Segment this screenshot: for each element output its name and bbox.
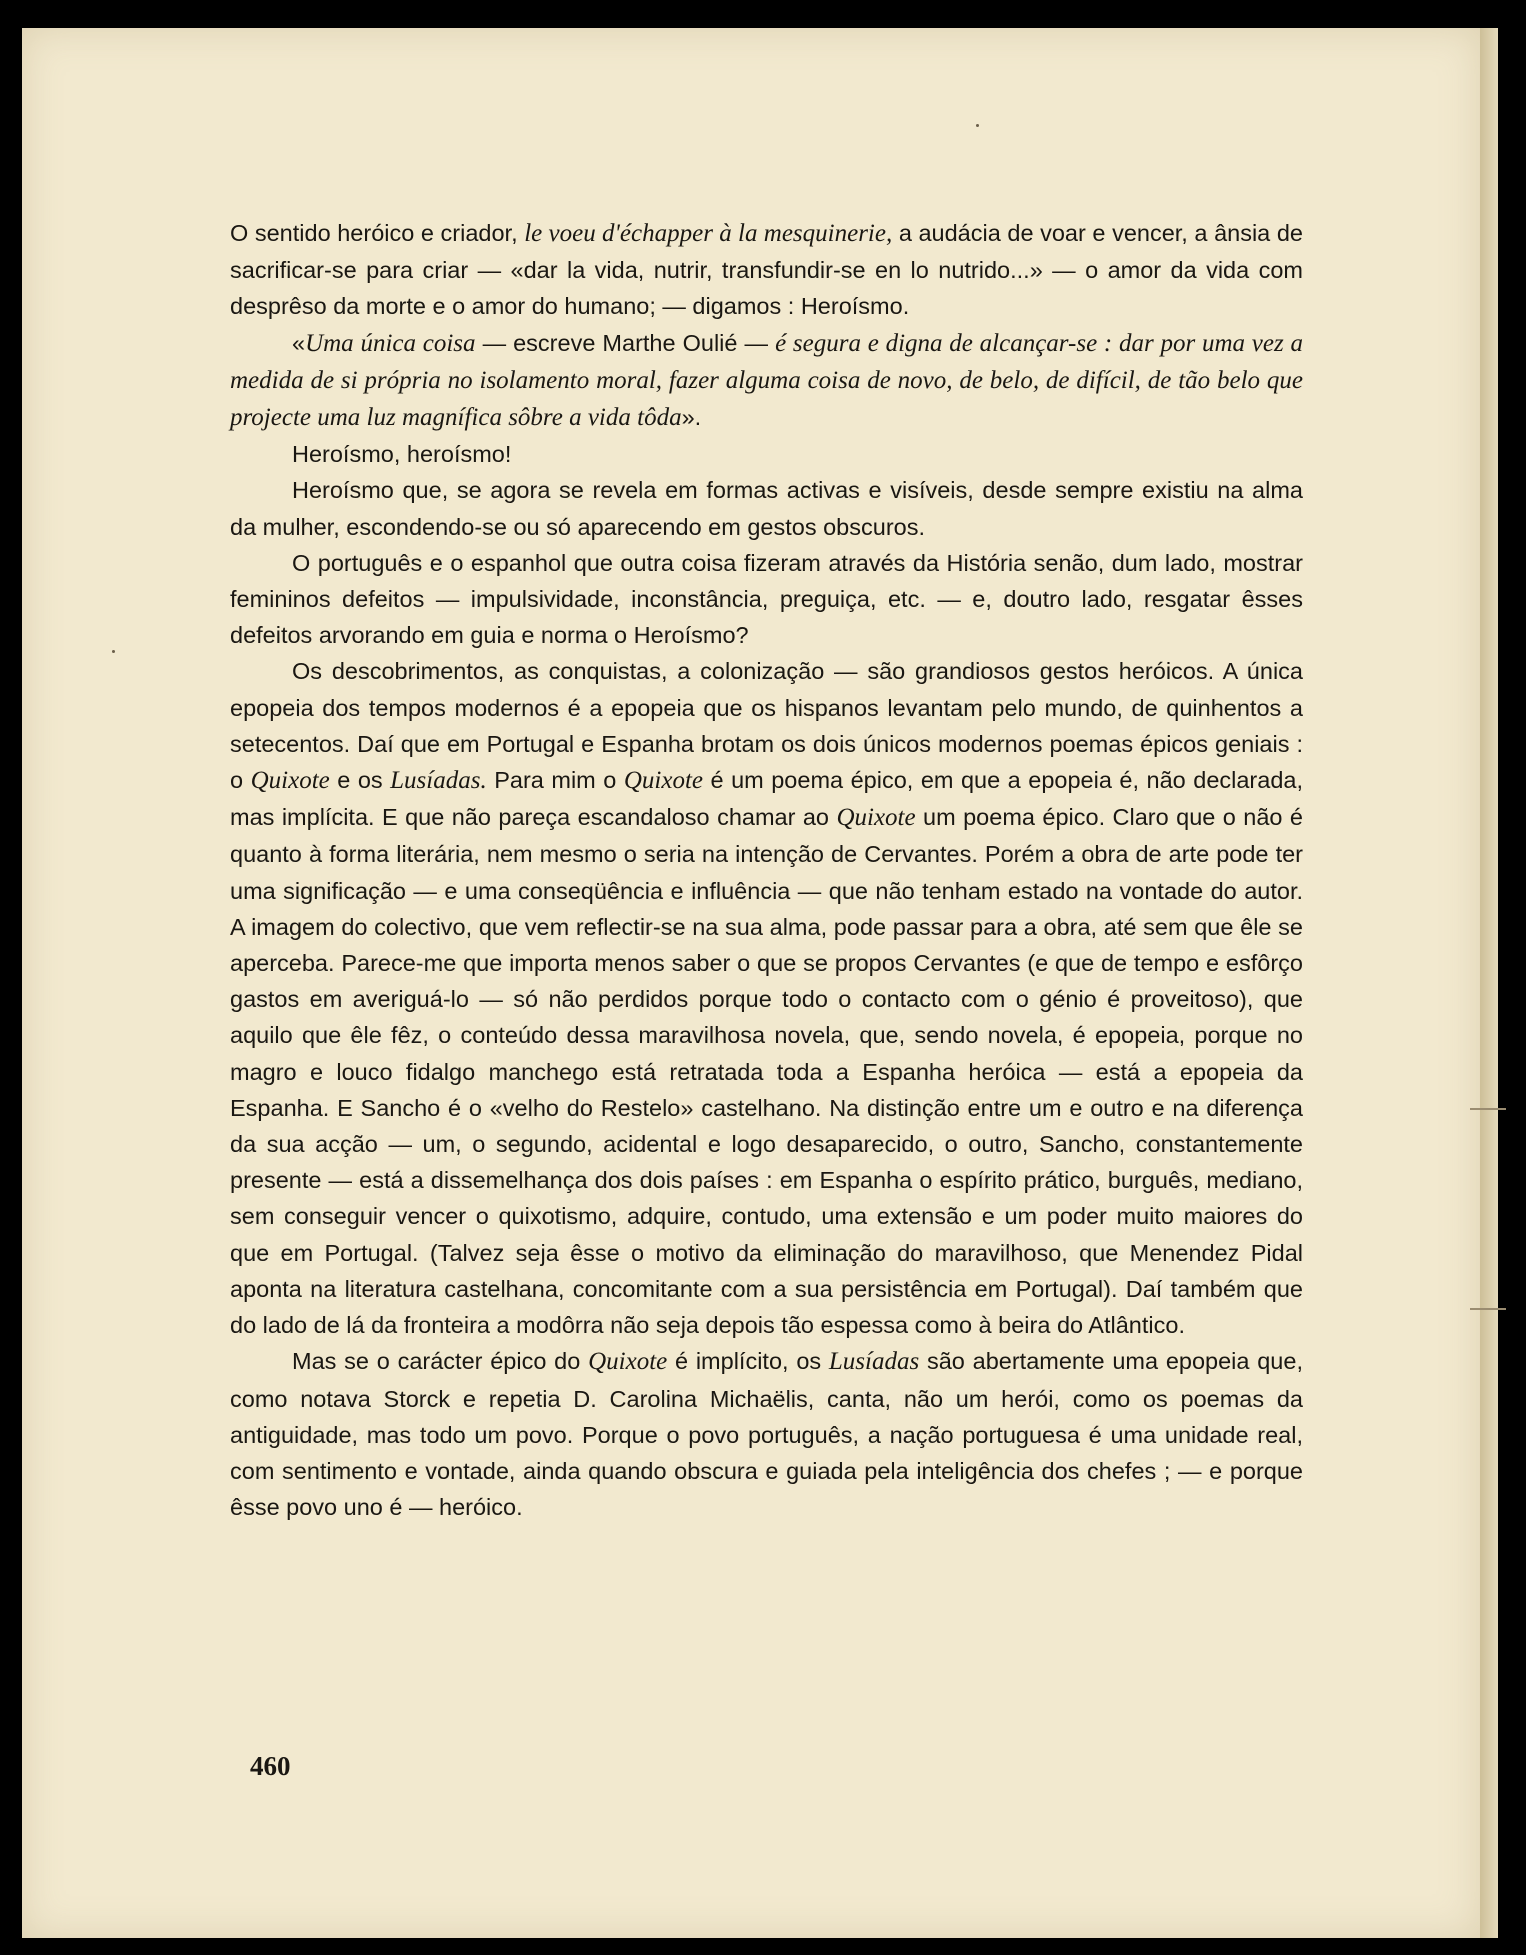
italic-text-run: Quixote — [250, 767, 330, 795]
text-run: e os — [329, 767, 391, 794]
paper-speck — [976, 124, 979, 127]
text-run: Para mim o — [486, 767, 624, 794]
paragraph: Heroísmo, heroísmo! — [292, 441, 512, 468]
margin-mark — [1470, 1108, 1506, 1110]
paragraph — [230, 325, 1303, 437]
italic-text-run: Quixote — [623, 767, 703, 795]
text-run: O sentido heróico e criador, — [230, 220, 525, 246]
text-run: « — [292, 329, 306, 356]
italic-text-run: Uma única coisa — [305, 329, 476, 357]
text-run: — escreve Marthe Oulié — — [475, 329, 776, 356]
margin-mark — [1470, 1308, 1506, 1310]
text-run: ». — [681, 404, 702, 431]
italic-text-run: le voeu d'échapper à la mesquinerie, — [524, 220, 893, 247]
text-run: são abertamente uma epopeia que, como notava Storck e repetia D. Carolina Michaëlis, canta, não um herói, como os poemas da antiguidade, mas todo um povo. Porque o povo português, a nação portuguesa é uma unidade real, com sentimento e vontade, ainda quando obscura e guiada pela inteligência dos chefes ; — e porque êsse povo uno é — heróico. — [230, 1348, 1303, 1521]
italic-text-run: é segura e digna de alcançar-se : dar por uma vez a medida de si própria no isolamento moral, fazer alguma coisa de novo, de belo, de difícil, de tão belo que projecte uma luz magnífica sôbre a vida tôda — [230, 329, 1303, 432]
text-run: um poema épico. Claro que o não é quanto à forma literária, nem mesmo o seria na intenção de Cervantes. Porém a obra de arte pode ter uma significação — e uma conseqüência e influência — que não tenham estado na vontade do autor. A imagem do colectivo, que vem reflectir-se na sua alma, pode passar para a obra, até sem que êle se aperceba. Parece-me que importa menos saber o que se propos Cervantes (e que de tempo e esfôrço gastos em averiguá-lo — só não perdidos porque todo o contacto com o génio é proveitoso), que aquilo que êle fêz, o conteúdo dessa maravilhosa novela, que, sendo novela, é epopeia, porque no magro e louco fidalgo manchego está retratada toda a Espanha heróica — está a epopeia da Espanha. E Sancho é o «velho do Restelo» castelhano. Na distinção entre um e outro e na diferença da sua acção — um, o segundo, acidental e logo desaparecido, o outro, Sancho, constantemente presente — está a dissemelhança dos dois países : em Espanha o espírito prático, burguês, mediano, sem conseguir vencer o quixotismo, adquire, contudo, uma extensão e um poder muito maiores do que em Portugal. (Talvez seja êsse o motivo da eliminação do maravilhoso, que Menendez Pidal aponta na literatura castelhana, concomitante com a sua persistência em Portugal). Daí também que do lado de lá da fronteira a modôrra não seja depois tão espessa como à beira do Atlântico. — [230, 804, 1304, 1339]
italic-text-run: Lusíadas — [828, 1348, 920, 1376]
paragraph — [230, 1343, 1303, 1525]
body-text — [230, 215, 1303, 1525]
text-run: é implícito, os — [667, 1348, 829, 1375]
paragraph: Heroísmo que, se agora se revela em formas activas e visíveis, desde sempre existiu na alma da mulher, escondendo-se ou só aparecendo em gestos obscuros. — [230, 477, 1303, 540]
italic-text-run: Quixote — [588, 1348, 668, 1376]
text-run: Os descobrimentos, as conquistas, a colonização — são grandiosos gestos heróicos. A única epopeia dos tempos modernos é a epopeia que os hispanos levantam pelo mundo, de quinhentos a setecentos. Daí que em Portugal e Espanha brotam os dois únicos modernos poemas épicos geniais : o — [230, 658, 1303, 794]
page-number: 460 — [250, 1751, 291, 1781]
paragraph: O português e o espanhol que outra coisa fizeram através da História senão, dum lado, mostrar femininos defeitos — impulsividade, inconstância, preguiça, etc. — e, doutro lado, resgatar êsses defeitos arvorando em guia e norma o Heroísmo? — [230, 549, 1303, 649]
paragraph — [230, 653, 1303, 1343]
italic-text-run: Lusíadas. — [390, 767, 487, 795]
text-run: é um poema épico, em que a epopeia é, não declarada, mas implícita. E que não pareça escandaloso chamar ao — [230, 767, 1303, 831]
text-run: Mas se o carácter épico do — [292, 1348, 589, 1375]
paper-speck — [112, 650, 115, 653]
next-page-edge — [1480, 28, 1498, 1938]
text-run: a audácia de voar e vencer, a ânsia de sacrificar-se para criar — «dar la vida, nutrir, transfundir-se en lo nutrido...» — o amor da vida com desprêso da morte e o amor do humano; — digamos : Heroísmo. — [230, 220, 1303, 320]
italic-text-run: Quixote — [836, 804, 916, 832]
paragraph — [230, 215, 1303, 325]
